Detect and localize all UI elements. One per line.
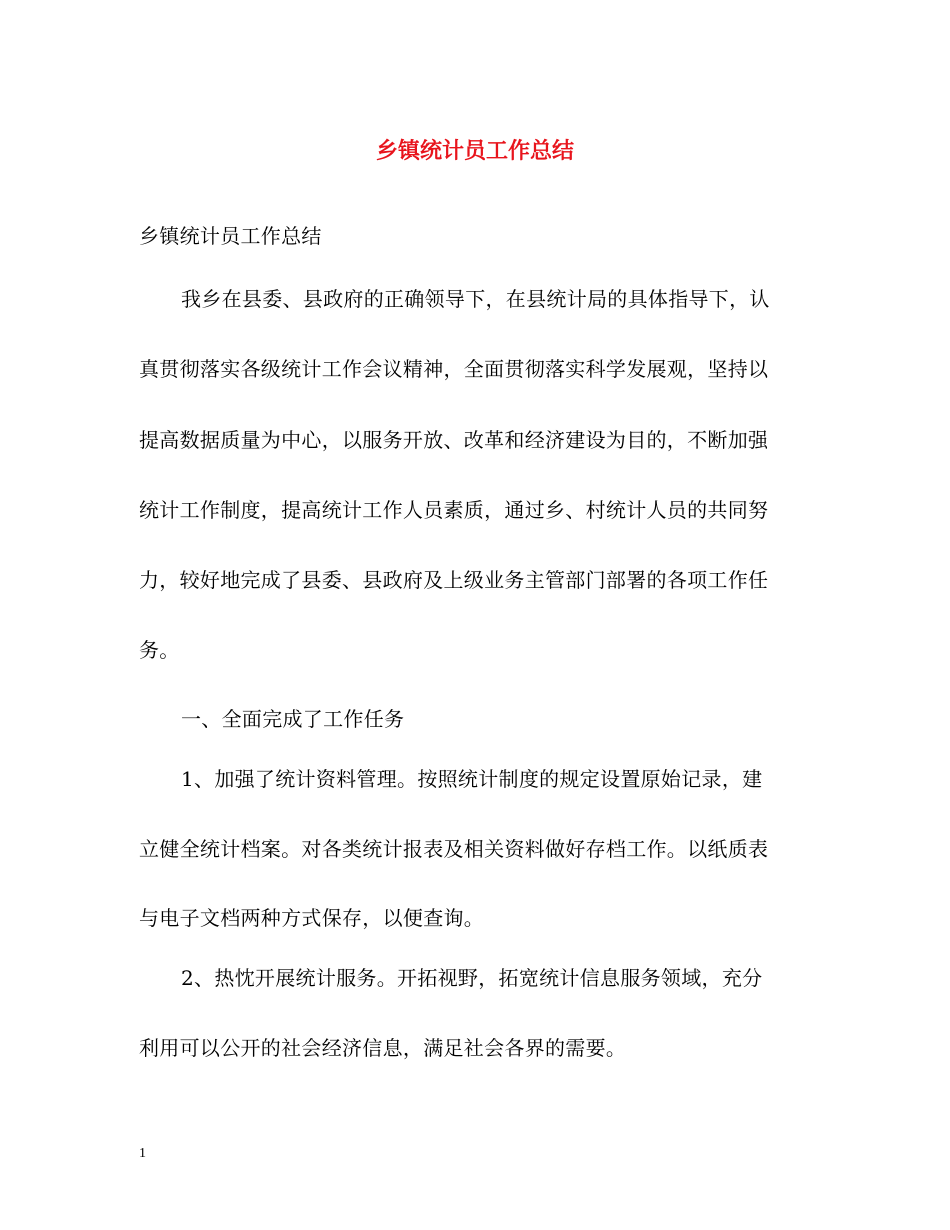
paragraph-line: 立健全统计档案。对各类统计报表及相关资料做好存档工作。以纸质表	[139, 837, 769, 861]
paragraph-line: 2、热忱开展统计服务。开拓视野，拓宽统计信息服务领域，充分	[181, 966, 763, 990]
paragraph-line: 提高数据质量为中心，以服务开放、改革和经济建设为目的，不断加强	[139, 428, 769, 452]
section-heading: 一、全面完成了工作任务	[181, 707, 405, 731]
paragraph-line: 真贯彻落实各级统计工作会议精神，全面贯彻落实科学发展观，坚持以	[139, 357, 769, 381]
paragraph-line: 与电子文档两种方式保存，以便查询。	[139, 906, 485, 930]
paragraph-line: 我乡在县委、县政府的正确领导下，在县统计局的具体指导下，认	[181, 287, 770, 311]
paragraph-line: 统计工作制度，提高统计工作人员素质，通过乡、村统计人员的共同努	[139, 498, 769, 522]
document-title: 乡镇统计员工作总结	[375, 138, 574, 164]
paragraph-line: 1、加强了统计资料管理。按照统计制度的规定设置原始记录，建	[181, 767, 763, 791]
paragraph-line: 利用可以公开的社会经济信息，满足社会各界的需要。	[139, 1036, 627, 1060]
paragraph-line: 务。	[139, 638, 180, 662]
paragraph-line: 力，较好地完成了县委、县政府及上级业务主管部门部署的各项工作任	[139, 568, 769, 592]
subtitle-line: 乡镇统计员工作总结	[139, 224, 322, 248]
page-number: 1	[139, 1146, 146, 1161]
